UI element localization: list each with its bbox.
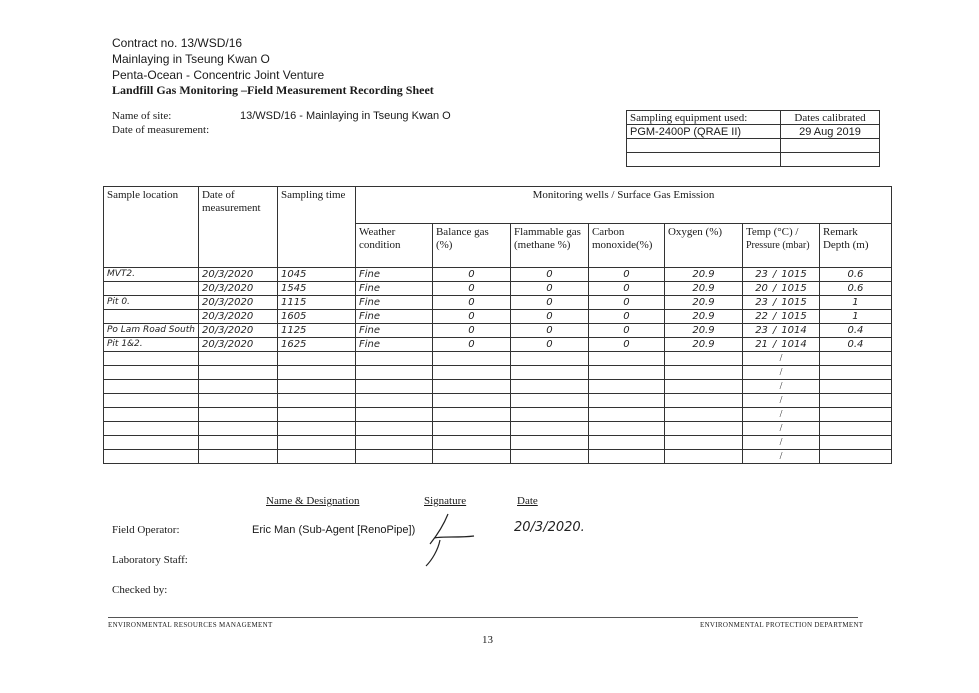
row-depth: 1 xyxy=(819,296,891,310)
row-temp: 23 xyxy=(755,325,768,336)
row-carbon: 0 xyxy=(588,268,664,282)
row-balance xyxy=(432,422,510,436)
field-operator-name: Eric Man (Sub-Agent [RenoPipe]) xyxy=(252,524,416,536)
row-time xyxy=(277,394,355,408)
header-sample-location: Sample location xyxy=(104,187,199,268)
contract-number: Contract no. 13/WSD/16 xyxy=(112,36,243,50)
row-location xyxy=(104,380,199,394)
row-time xyxy=(277,352,355,366)
row-pressure: 1014 xyxy=(781,339,807,350)
row-carbon xyxy=(588,436,664,450)
row-date: 20/3/2020 xyxy=(198,338,277,352)
row-carbon: 0 xyxy=(588,296,664,310)
header-time: Sampling time xyxy=(277,187,355,268)
row-slash: / xyxy=(772,339,777,350)
row-pressure: 1015 xyxy=(781,311,807,322)
row-slash: / xyxy=(772,325,777,336)
footer-left: ENVIRONMENTAL RESOURCES MANAGEMENT xyxy=(108,621,273,629)
row-slash: / xyxy=(772,283,777,294)
table-row xyxy=(104,268,892,282)
measurement-date-label: Date of measurement: xyxy=(112,124,210,136)
row-weather xyxy=(355,436,432,450)
row-depth: 0.4 xyxy=(819,324,891,338)
table-row xyxy=(104,450,892,464)
footer-right: ENVIRONMENTAL PROTECTION DEPARTMENT xyxy=(700,621,864,629)
row-date xyxy=(198,408,277,422)
row-temp-pressure xyxy=(742,310,819,324)
row-weather xyxy=(355,380,432,394)
page-number: 13 xyxy=(482,634,493,646)
row-oxygen: 20.9 xyxy=(664,310,742,324)
row-slash: / xyxy=(779,437,783,448)
row-flammable xyxy=(510,366,588,380)
row-flammable xyxy=(510,408,588,422)
calibrated-value: 29 Aug 2019 xyxy=(781,125,880,139)
calibrated-header: Dates calibrated xyxy=(781,111,880,125)
row-pressure: 1014 xyxy=(781,325,807,336)
row-time: 1045 xyxy=(277,268,355,282)
row-balance xyxy=(432,450,510,464)
row-depth xyxy=(819,408,891,422)
row-location xyxy=(104,352,199,366)
header-oxygen: Oxygen (%) xyxy=(664,224,742,268)
row-carbon xyxy=(588,352,664,366)
row-balance: 0 xyxy=(432,296,510,310)
row-weather: Fine xyxy=(355,324,432,338)
header-balance: Balance gas (%) xyxy=(432,224,510,268)
row-oxygen: 20.9 xyxy=(664,338,742,352)
row-location: Po Lam Road South xyxy=(104,324,199,338)
row-date: 20/3/2020 xyxy=(198,296,277,310)
table-row xyxy=(104,338,892,352)
row-balance xyxy=(432,366,510,380)
row-oxygen xyxy=(664,422,742,436)
lab-staff-label: Laboratory Staff: xyxy=(112,554,188,566)
row-date xyxy=(198,422,277,436)
row-date: 20/3/2020 xyxy=(198,282,277,296)
row-temp: 23 xyxy=(755,269,768,280)
equipment-value: PGM-2400P (QRAE II) xyxy=(627,125,781,139)
row-depth: 0.4 xyxy=(819,338,891,352)
row-slash: / xyxy=(779,353,783,364)
row-temp-pressure xyxy=(742,268,819,282)
row-flammable: 0 xyxy=(510,282,588,296)
row-location xyxy=(104,366,199,380)
row-weather: Fine xyxy=(355,296,432,310)
header-temp-pressure xyxy=(742,224,819,268)
signoff-signature-header: Signature xyxy=(424,495,467,507)
equipment-empty xyxy=(781,139,880,153)
equipment-table xyxy=(626,110,880,167)
row-carbon: 0 xyxy=(588,338,664,352)
row-temp-pressure xyxy=(742,380,819,394)
row-location: Pit 0. xyxy=(104,296,199,310)
row-weather xyxy=(355,422,432,436)
equipment-empty xyxy=(627,153,781,167)
row-time xyxy=(277,380,355,394)
header-pressure: Pressure (mbar) xyxy=(745,240,810,251)
header-remark: Remark xyxy=(822,226,858,238)
table-row xyxy=(104,296,892,310)
row-depth xyxy=(819,450,891,464)
row-slash: / xyxy=(779,367,783,378)
table-row xyxy=(104,324,892,338)
row-temp-pressure xyxy=(742,436,819,450)
row-oxygen: 20.9 xyxy=(664,296,742,310)
row-location xyxy=(104,394,199,408)
row-temp-pressure xyxy=(742,394,819,408)
table-row xyxy=(104,310,892,324)
row-carbon xyxy=(588,408,664,422)
row-date: 20/3/2020 xyxy=(198,324,277,338)
row-depth xyxy=(819,380,891,394)
row-flammable: 0 xyxy=(510,268,588,282)
row-flammable: 0 xyxy=(510,324,588,338)
row-date xyxy=(198,450,277,464)
equipment-header: Sampling equipment used: xyxy=(627,111,781,125)
row-flammable xyxy=(510,380,588,394)
row-weather xyxy=(355,394,432,408)
row-oxygen xyxy=(664,408,742,422)
row-temp: 21 xyxy=(755,339,768,350)
row-depth xyxy=(819,436,891,450)
row-balance: 0 xyxy=(432,324,510,338)
row-slash: / xyxy=(779,409,783,420)
equipment-empty xyxy=(627,139,781,153)
row-date xyxy=(198,380,277,394)
table-row xyxy=(104,422,892,436)
table-row xyxy=(104,436,892,450)
row-balance xyxy=(432,394,510,408)
row-temp: 22 xyxy=(755,311,768,322)
row-carbon xyxy=(588,422,664,436)
row-date: 20/3/2020 xyxy=(198,268,277,282)
row-oxygen: 20.9 xyxy=(664,324,742,338)
row-location xyxy=(104,408,199,422)
row-date xyxy=(198,366,277,380)
header-carbon: Carbon monoxide(%) xyxy=(588,224,664,268)
table-row xyxy=(104,352,892,366)
project-name: Mainlaying in Tseung Kwan O xyxy=(112,52,270,66)
row-balance: 0 xyxy=(432,282,510,296)
header-group: Monitoring wells / Surface Gas Emission xyxy=(355,187,891,224)
row-balance xyxy=(432,408,510,422)
row-temp: 20 xyxy=(755,283,768,294)
row-slash: / xyxy=(772,311,777,322)
row-balance: 0 xyxy=(432,338,510,352)
header-remark-depth xyxy=(819,224,891,268)
contractor-name: Penta-Ocean - Concentric Joint Venture xyxy=(112,68,325,82)
row-slash: / xyxy=(772,297,777,308)
header-temp: Temp (°C) / xyxy=(745,226,799,238)
row-slash: / xyxy=(779,381,783,392)
document-title: Landfill Gas Monitoring –Field Measurement Recording Sheet xyxy=(112,83,434,97)
row-oxygen: 20.9 xyxy=(664,268,742,282)
table-row xyxy=(104,282,892,296)
row-temp-pressure xyxy=(742,282,819,296)
row-time: 1605 xyxy=(277,310,355,324)
row-location xyxy=(104,436,199,450)
table-row xyxy=(104,366,892,380)
row-carbon: 0 xyxy=(588,282,664,296)
row-oxygen xyxy=(664,450,742,464)
row-balance xyxy=(432,436,510,450)
row-temp-pressure xyxy=(742,450,819,464)
row-weather xyxy=(355,352,432,366)
row-location xyxy=(104,282,199,296)
site-name-value: 13/WSD/16 - Mainlaying in Tseung Kwan O xyxy=(240,110,451,122)
footer-rule xyxy=(108,617,858,618)
row-pressure: 1015 xyxy=(781,283,807,294)
row-temp-pressure xyxy=(742,366,819,380)
field-operator-date: 20/3/2020. xyxy=(514,520,585,535)
row-carbon xyxy=(588,366,664,380)
signoff-name-header: Name & Designation xyxy=(266,495,360,507)
row-time: 1125 xyxy=(277,324,355,338)
field-operator-label: Field Operator: xyxy=(112,524,180,536)
row-time: 1115 xyxy=(277,296,355,310)
checked-by-label: Checked by: xyxy=(112,584,168,596)
row-carbon xyxy=(588,380,664,394)
row-weather xyxy=(355,366,432,380)
row-temp-pressure xyxy=(742,352,819,366)
row-flammable xyxy=(510,436,588,450)
row-weather: Fine xyxy=(355,338,432,352)
row-carbon xyxy=(588,394,664,408)
row-pressure: 1015 xyxy=(781,269,807,280)
measurement-table xyxy=(103,186,892,464)
row-oxygen xyxy=(664,366,742,380)
row-flammable xyxy=(510,394,588,408)
row-balance xyxy=(432,380,510,394)
row-time xyxy=(277,422,355,436)
row-depth xyxy=(819,366,891,380)
row-flammable: 0 xyxy=(510,338,588,352)
signoff-date-header: Date xyxy=(517,495,538,507)
site-name-label: Name of site: xyxy=(112,110,172,122)
row-oxygen xyxy=(664,352,742,366)
row-time xyxy=(277,366,355,380)
row-depth: 0.6 xyxy=(819,268,891,282)
table-row xyxy=(104,380,892,394)
row-time xyxy=(277,408,355,422)
signature-mark xyxy=(420,510,480,568)
row-location: MVT2. xyxy=(104,268,199,282)
row-weather xyxy=(355,450,432,464)
row-balance xyxy=(432,352,510,366)
row-date xyxy=(198,394,277,408)
row-temp: 23 xyxy=(755,297,768,308)
row-temp-pressure xyxy=(742,324,819,338)
row-balance: 0 xyxy=(432,310,510,324)
row-location xyxy=(104,310,199,324)
row-carbon: 0 xyxy=(588,324,664,338)
row-date xyxy=(198,436,277,450)
row-flammable: 0 xyxy=(510,296,588,310)
header-depth: Depth (m) xyxy=(822,239,869,251)
row-weather: Fine xyxy=(355,268,432,282)
row-slash: / xyxy=(779,395,783,406)
row-carbon xyxy=(588,450,664,464)
row-oxygen xyxy=(664,436,742,450)
row-pressure: 1015 xyxy=(781,297,807,308)
row-temp-pressure xyxy=(742,296,819,310)
row-flammable xyxy=(510,352,588,366)
row-weather: Fine xyxy=(355,310,432,324)
row-time xyxy=(277,436,355,450)
row-depth xyxy=(819,352,891,366)
row-location xyxy=(104,450,199,464)
row-oxygen xyxy=(664,380,742,394)
row-location xyxy=(104,422,199,436)
row-flammable: 0 xyxy=(510,310,588,324)
row-depth xyxy=(819,394,891,408)
row-date xyxy=(198,352,277,366)
row-depth: 1 xyxy=(819,310,891,324)
row-temp-pressure xyxy=(742,408,819,422)
table-row xyxy=(104,394,892,408)
equipment-empty xyxy=(781,153,880,167)
row-slash: / xyxy=(772,269,777,280)
row-depth: 0.6 xyxy=(819,282,891,296)
header-flammable: Flammable gas (methane %) xyxy=(510,224,588,268)
row-slash: / xyxy=(779,423,783,434)
table-row xyxy=(104,408,892,422)
row-temp-pressure xyxy=(742,422,819,436)
row-temp-pressure xyxy=(742,338,819,352)
row-balance: 0 xyxy=(432,268,510,282)
row-flammable xyxy=(510,422,588,436)
row-slash: / xyxy=(779,451,783,462)
row-time: 1625 xyxy=(277,338,355,352)
row-oxygen xyxy=(664,394,742,408)
row-flammable xyxy=(510,450,588,464)
row-depth xyxy=(819,422,891,436)
row-location: Pit 1&2. xyxy=(104,338,199,352)
header-weather: Weather condition xyxy=(355,224,432,268)
row-oxygen: 20.9 xyxy=(664,282,742,296)
row-time xyxy=(277,450,355,464)
row-carbon: 0 xyxy=(588,310,664,324)
row-time: 1545 xyxy=(277,282,355,296)
header-date: Date of measurement xyxy=(198,187,277,268)
row-weather xyxy=(355,408,432,422)
row-weather: Fine xyxy=(355,282,432,296)
row-date: 20/3/2020 xyxy=(198,310,277,324)
